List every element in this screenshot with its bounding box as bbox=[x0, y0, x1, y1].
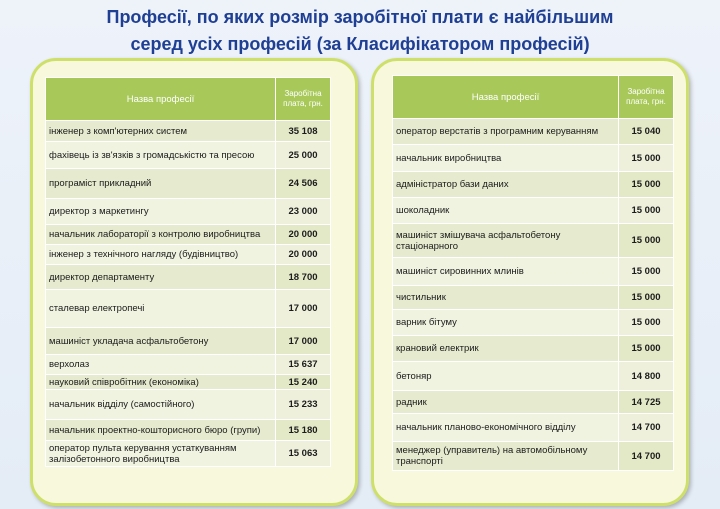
table-row bbox=[393, 391, 674, 414]
salary-value: 15 240 bbox=[276, 375, 331, 390]
profession-name: машиніст укладача асфальтобетону bbox=[46, 328, 276, 355]
salary-value: 15 000 bbox=[619, 224, 674, 258]
profession-name: начальник проектно-кошторисного бюро (групи) bbox=[46, 420, 276, 441]
left-table bbox=[45, 77, 331, 467]
profession-name: начальник планово-економічного відділу bbox=[393, 414, 619, 442]
profession-name: оператор верстатів з програмним керуванням bbox=[393, 119, 619, 145]
table-row bbox=[46, 390, 331, 420]
salary-value: 15 000 bbox=[619, 172, 674, 198]
salary-value: 18 700 bbox=[276, 265, 331, 290]
salary-value: 14 700 bbox=[619, 414, 674, 442]
table-row bbox=[46, 420, 331, 441]
profession-name: інженер з технічного нагляду (будівництво) bbox=[46, 245, 276, 265]
table-row bbox=[393, 224, 674, 258]
table-row bbox=[46, 328, 331, 355]
salary-value: 20 000 bbox=[276, 225, 331, 245]
salary-value: 14 700 bbox=[619, 442, 674, 471]
profession-name: машиніст сировинних млинів bbox=[393, 258, 619, 286]
profession-name: верхолаз bbox=[46, 355, 276, 375]
salary-value: 17 000 bbox=[276, 328, 331, 355]
salary-value: 15 000 bbox=[619, 336, 674, 362]
profession-name: начальник виробництва bbox=[393, 145, 619, 172]
profession-name: оператор пульта керування устаткуванням залізобетонного виробництва bbox=[46, 441, 276, 467]
title-line-2: серед усіх професій (за Класифікатором професій) bbox=[130, 34, 590, 54]
profession-name: машиніст змішувача асфальтобетону стаціонарного bbox=[393, 224, 619, 258]
salary-value: 20 000 bbox=[276, 245, 331, 265]
salary-value: 15 000 bbox=[619, 258, 674, 286]
salary-value: 15 000 bbox=[619, 198, 674, 224]
salary-value: 25 000 bbox=[276, 142, 331, 169]
page-title bbox=[0, 4, 720, 58]
salary-value: 15 063 bbox=[276, 441, 331, 467]
table-row bbox=[46, 441, 331, 467]
salary-value: 15 180 bbox=[276, 420, 331, 441]
salary-value: 15 040 bbox=[619, 119, 674, 145]
table-row bbox=[46, 245, 331, 265]
table-row bbox=[393, 336, 674, 362]
salary-value: 35 108 bbox=[276, 121, 331, 142]
profession-name: менеджер (управитель) на автомобільному транспорті bbox=[393, 442, 619, 471]
salary-value: 15 637 bbox=[276, 355, 331, 375]
profession-name: крановий електрик bbox=[393, 336, 619, 362]
right-panel bbox=[371, 58, 689, 506]
table-row bbox=[46, 265, 331, 290]
table-row bbox=[46, 290, 331, 328]
profession-name: директор департаменту bbox=[46, 265, 276, 290]
salary-value: 15 000 bbox=[619, 310, 674, 336]
left-header-name: Назва професії bbox=[46, 78, 276, 121]
profession-name: директор з маркетингу bbox=[46, 199, 276, 225]
profession-name: чистильник bbox=[393, 286, 619, 310]
table-row bbox=[393, 442, 674, 471]
table-row bbox=[46, 375, 331, 390]
salary-value: 15 233 bbox=[276, 390, 331, 420]
profession-name: сталевар електропечі bbox=[46, 290, 276, 328]
right-table-body bbox=[393, 119, 674, 471]
right-header-name: Назва професії bbox=[393, 76, 619, 119]
profession-name: шоколадник bbox=[393, 198, 619, 224]
title-line-1: Професії, по яких розмір заробітної плати є найбільшим bbox=[106, 7, 614, 27]
salary-value: 14 725 bbox=[619, 391, 674, 414]
profession-name: адміністратор бази даних bbox=[393, 172, 619, 198]
left-header-salary: Заробітна плата, грн. bbox=[276, 78, 331, 121]
profession-name: бетоняр bbox=[393, 362, 619, 391]
table-row bbox=[46, 355, 331, 375]
right-header-salary: Заробітна плата, грн. bbox=[619, 76, 674, 119]
table-row bbox=[46, 121, 331, 142]
profession-name: варник бітуму bbox=[393, 310, 619, 336]
table-row bbox=[46, 169, 331, 199]
table-row bbox=[393, 145, 674, 172]
salary-value: 24 506 bbox=[276, 169, 331, 199]
table-row bbox=[393, 258, 674, 286]
salary-value: 15 000 bbox=[619, 145, 674, 172]
profession-name: програміст прикладний bbox=[46, 169, 276, 199]
table-row bbox=[393, 172, 674, 198]
table-row bbox=[393, 362, 674, 391]
table-row bbox=[393, 119, 674, 145]
table-row bbox=[393, 310, 674, 336]
profession-name: фахівець із зв'язків з громадськістю та пресою bbox=[46, 142, 276, 169]
salary-value: 14 800 bbox=[619, 362, 674, 391]
profession-name: інженер з комп'ютерних систем bbox=[46, 121, 276, 142]
table-row bbox=[46, 225, 331, 245]
table-row bbox=[393, 198, 674, 224]
salary-value: 23 000 bbox=[276, 199, 331, 225]
table-row bbox=[46, 199, 331, 225]
table-row bbox=[393, 286, 674, 310]
table-row bbox=[393, 414, 674, 442]
profession-name: начальник відділу (самостійного) bbox=[46, 390, 276, 420]
profession-name: науковий співробітник (економіка) bbox=[46, 375, 276, 390]
left-table-body bbox=[46, 121, 331, 467]
profession-name: начальник лабораторії з контролю виробництва bbox=[46, 225, 276, 245]
left-panel bbox=[30, 58, 358, 506]
profession-name: радник bbox=[393, 391, 619, 414]
salary-value: 17 000 bbox=[276, 290, 331, 328]
right-table bbox=[392, 75, 674, 471]
salary-value: 15 000 bbox=[619, 286, 674, 310]
table-row bbox=[46, 142, 331, 169]
